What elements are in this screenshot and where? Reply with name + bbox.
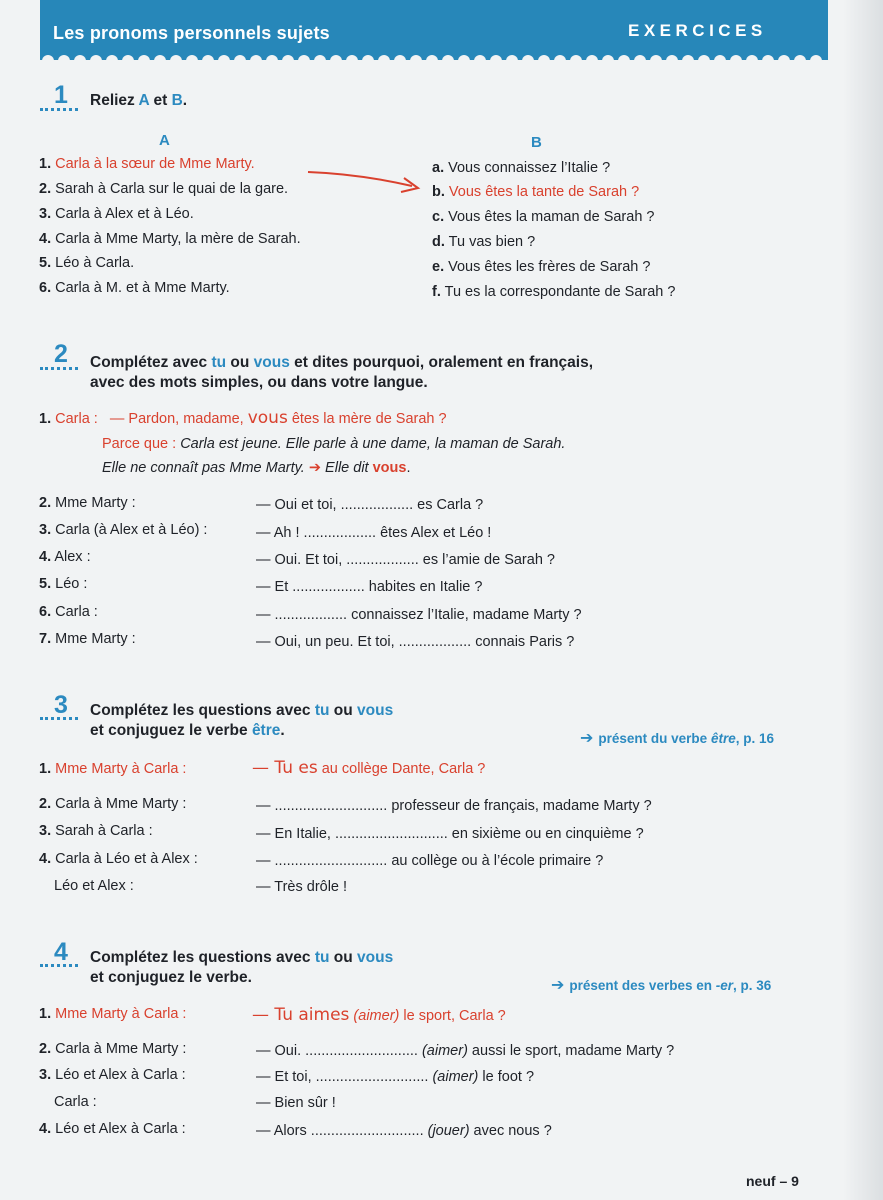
exercise-3-line: — En Italie, ............................ en sixième ou en cinquième ? [256,826,644,842]
exercise-3-speaker: 3. Sarah à Carla : [39,823,153,839]
exercise-4-number: 4 [54,938,68,966]
exercise-3-line: — ............................ au collège ou à l’école primaire ? [256,853,604,869]
exercise-4-instruction: Complétez les questions avec tu ou vous et conjuguez le verbe. [90,949,394,986]
header-title: Les pronoms personnels sujets [53,23,330,43]
column-b-item: b. Vous êtes la tante de Sarah ? [432,184,640,200]
column-b-heading: B [531,134,542,151]
exercise-2-speaker: 4. Alex : [39,549,91,565]
column-a-item: 4. Carla à Mme Marty, la mère de Sarah. [39,231,301,247]
exercise-2-speaker: 5. Léo : [39,576,88,592]
arrow-right-icon: ➔ [580,730,594,747]
exercise-2-speaker: 6. Carla : [39,604,98,620]
page-number: neuf – 9 [746,1173,799,1189]
exercise-2-example-line-3: Elle ne connaît pas Mme Marty. ➔ Elle dit vous. [102,460,411,476]
exercise-3-line: — Très drôle ! [256,879,348,895]
exercise-3-example-speaker: 1. Mme Marty à Carla : [39,761,187,777]
exercise-2-line: — Ah ! .................. êtes Alex et Léo ! [256,525,492,541]
exercise-2-line: — Et .................. habites en Italie ? [256,579,483,595]
exercise-2-line: — Oui et toi, .................. es Carla ? [256,497,484,513]
exercise-4-line: — Alors ............................ (jouer) avec nous ? [256,1123,552,1139]
exercise-4-example-line: — Tu aimes (aimer) le sport, Carla ? [252,1005,506,1025]
exercise-4-example-speaker: 1. Mme Marty à Carla : [39,1006,187,1022]
exercise-3-example-line: — Tu es au collège Dante, Carla ? [252,758,486,778]
grammar-reference-link[interactable]: ➔ présent des verbes en -er, p. 36 [551,977,772,994]
exercise-2-line: — .................. connaissez l’Italie, madame Marty ? [256,607,582,623]
exercise-2-example-line-2: Parce que : Carla est jeune. Elle parle à une dame, la maman de Sarah. [102,436,566,452]
column-a-item: 5. Léo à Carla. [39,255,135,271]
exercise-2-dots [40,367,78,370]
column-a-item: 3. Carla à Alex et à Léo. [39,206,194,222]
exercise-3-speaker: 4. Carla à Léo et à Alex : [39,851,198,867]
exercise-3-line: — ............................ professeur de français, madame Marty ? [256,798,652,814]
exercise-3-instruction: Complétez les questions avec tu ou vous et conjuguez le verbe être. [90,702,394,739]
column-b-item: d. Tu vas bien ? [432,234,536,250]
column-a-heading: A [159,132,170,149]
exercise-2-speaker: 2. Mme Marty : [39,495,136,511]
exercise-1-instruction: Reliez A et B. [90,92,188,109]
exercise-4-speaker: 3. Léo et Alex à Carla : [39,1067,186,1083]
exercise-4-speaker: 4. Léo et Alex à Carla : [39,1121,186,1137]
exercise-3-dots [40,717,78,720]
column-b-item: c. Vous êtes la maman de Sarah ? [432,209,655,225]
exercise-1-number: 1 [54,81,68,109]
arrow-right-icon: ➔ [551,977,565,994]
header-section-label: EXERCICES [628,21,767,40]
exercise-2-speaker: 7. Mme Marty : [39,631,136,647]
exercise-4-line: — Bien sûr ! [256,1095,336,1111]
header-scallop-edge [40,49,828,65]
column-a-item: 1. Carla à la sœur de Mme Marty. [39,156,255,172]
matching-arrow-icon [300,162,430,198]
exercise-2-speaker: 3. Carla (à Alex et à Léo) : [39,522,208,538]
exercise-2-line: — Oui. Et toi, .................. es l’amie de Sarah ? [256,552,555,568]
exercise-4-speaker: 2. Carla à Mme Marty : [39,1041,187,1057]
exercise-4-line: — Et toi, ............................ (aimer) le foot ? [256,1069,535,1085]
column-b-item: e. Vous êtes les frères de Sarah ? [432,259,651,275]
column-a-item: 2. Sarah à Carla sur le quai de la gare. [39,181,289,197]
arrow-right-icon: ➔ [308,460,322,476]
exercise-3-speaker: 2. Carla à Mme Marty : [39,796,187,812]
column-b-item: a. Vous connaissez l’Italie ? [432,160,611,176]
exercise-2-example-line-1: 1. Carla : — Pardon, madame, vous êtes la mère de Sarah ? [39,408,447,428]
column-b-item: f. Tu es la correspondante de Sarah ? [432,284,676,300]
page-edge-shadow [843,0,883,1200]
exercise-4-line: — Oui. ............................ (aimer) aussi le sport, madame Marty ? [256,1043,675,1059]
exercise-3-speaker: Léo et Alex : [54,878,134,894]
exercise-4-dots [40,964,78,967]
exercise-3-number: 3 [54,691,68,719]
exercise-4-speaker: Carla : [54,1094,97,1110]
exercise-2-line: — Oui, un peu. Et toi, .................. connais Paris ? [256,634,575,650]
column-a-item: 6. Carla à M. et à Mme Marty. [39,280,230,296]
exercise-1-dots [40,108,78,111]
exercise-2-instruction: Complétez avec tu ou vous et dites pourquoi, oralement en français, avec des mots simples, ou dans votre langue. [90,354,594,391]
exercise-2-number: 2 [54,340,68,368]
grammar-reference-link[interactable]: ➔ présent du verbe être, p. 16 [580,730,774,747]
